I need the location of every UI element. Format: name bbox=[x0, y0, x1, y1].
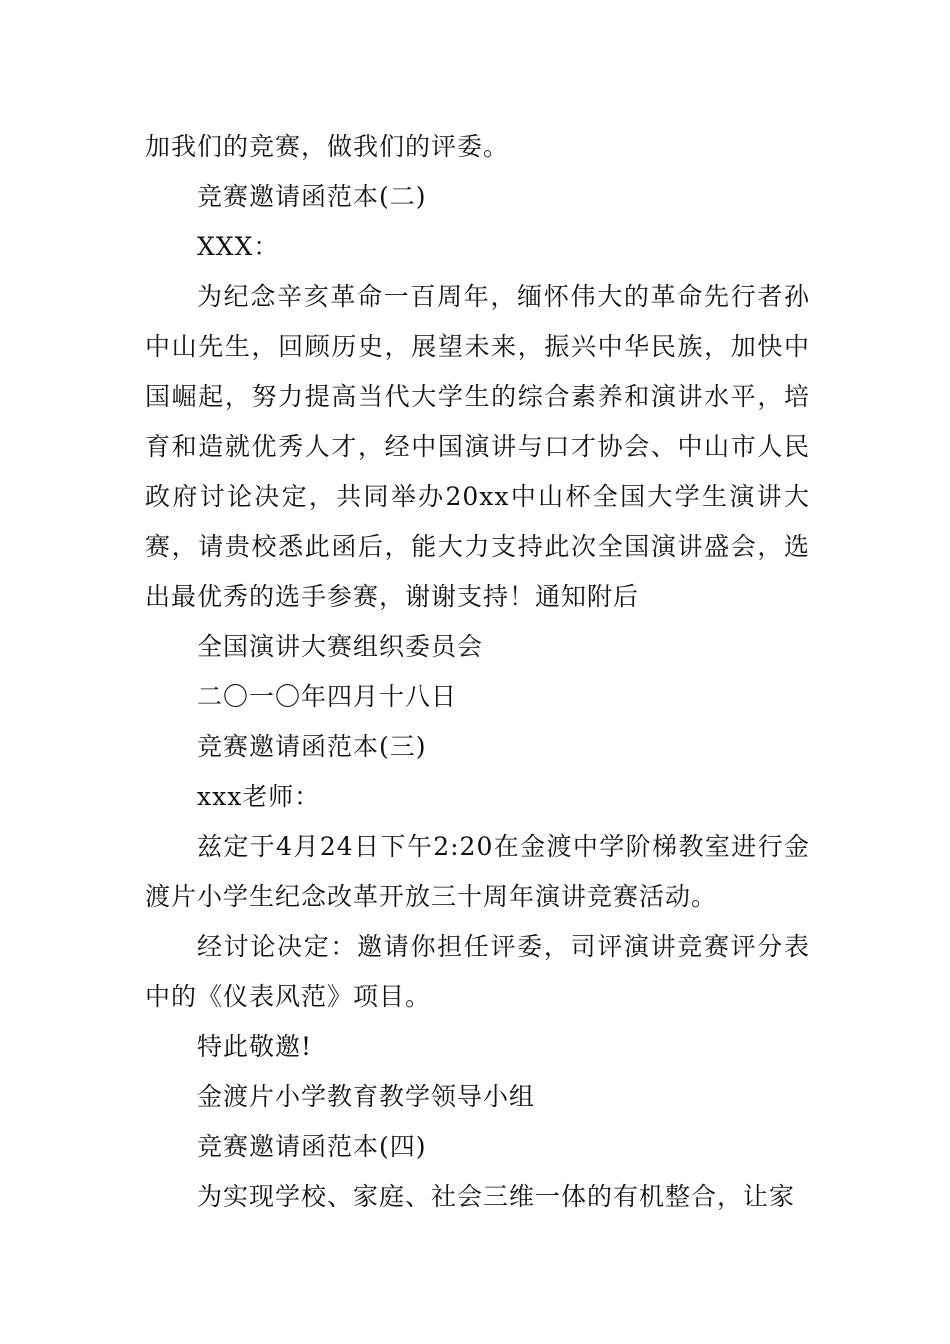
heading-sample-three: 竞赛邀请函范本(三) bbox=[197, 732, 427, 761]
heading-sample-two: 竞赛邀请函范本(二) bbox=[197, 182, 427, 211]
paragraph-sample-four-body: 为实现学校、家庭、社会三维一体的有机整合，让家 bbox=[197, 1182, 796, 1211]
paragraph-invitation-body: 为纪念辛亥革命一百周年，缅怀伟大的革命先行者孙中山先生，回顾历史，展望未来，振兴中华民族，加快中国崛起，努力提高当代大学生的综合素养和演讲水平，培育和造就优秀人才，经中国演讲与口才协会、中山市人民政府讨论决定，共同举办20xx中山杯全国大学生演讲大赛，请贵校悉此函后，能大力支持此次全国演讲盛会，选出最优秀的选手参赛，谢谢支持！通知附后 bbox=[145, 282, 810, 611]
paragraph-decision: 经讨论决定：邀请你担任评委，司评演讲竞赛评分表中的《仪表风范》项目。 bbox=[145, 932, 810, 1011]
paragraph-event-details: 兹定于4月24日下午2:20在金渡中学阶梯教室进行金渡片小学生纪念改革开放三十周年演讲竞赛活动。 bbox=[145, 832, 810, 911]
document-body bbox=[145, 122, 810, 1222]
salutation-teacher: xxx老师： bbox=[197, 782, 321, 811]
heading-sample-four: 竞赛邀请函范本(四) bbox=[197, 1132, 427, 1161]
paragraph-continuation: 加我们的竞赛，做我们的评委。 bbox=[145, 132, 510, 161]
closing-invitation: 特此敬邀! bbox=[197, 1032, 313, 1061]
signature-date: 二〇一〇年四月十八日 bbox=[197, 682, 458, 711]
signature-committee: 全国演讲大赛组织委员会 bbox=[197, 632, 484, 661]
salutation-xxx: XXX： bbox=[197, 232, 280, 261]
signature-leadership-group: 金渡片小学教育教学领导小组 bbox=[197, 1082, 536, 1111]
